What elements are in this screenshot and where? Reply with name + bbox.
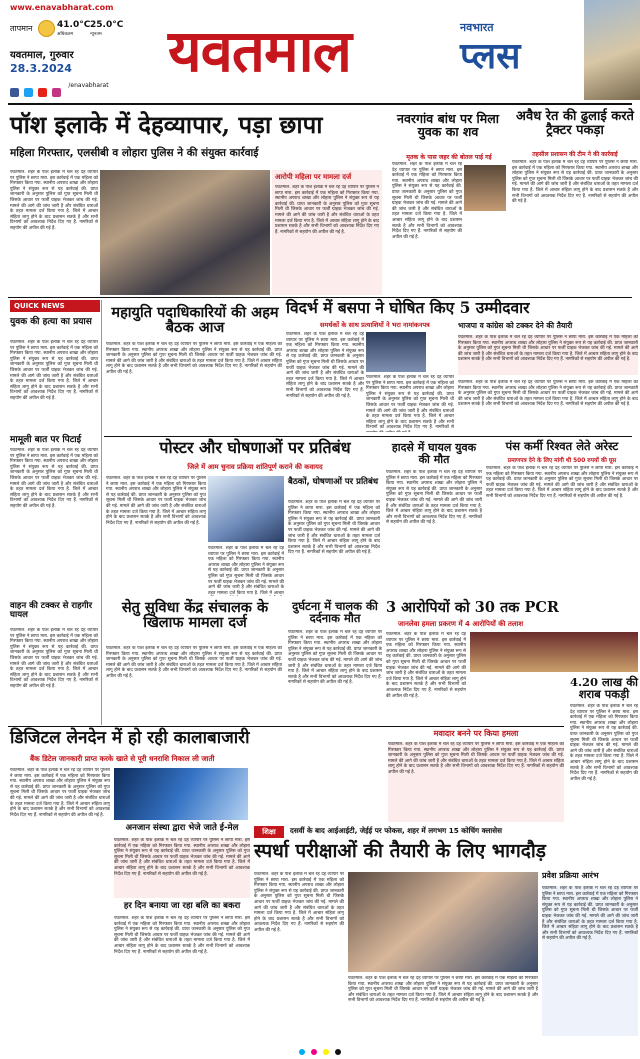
quick-news-column-rule xyxy=(101,300,102,725)
edition-date: 28.3.2024 xyxy=(10,62,72,75)
masthead-logo xyxy=(168,14,458,94)
sand-subhead: तहसील प्रशासन की टीम ने की कार्रवाई xyxy=(532,151,618,158)
twitter-icon[interactable] xyxy=(24,88,33,97)
dam-body: यवतमाल. शहर के पॉश इलाके में चल रहे देह व्यापार पर पुलिस ने छापा मारा. इस कार्रवाई में एक महिला को गिरफ्तार किया गया. स्थानीय अपराध शाखा और लोहारा पुलिस ने संयुक्त रूप से यह कार्रवाई की. प्राप्त जानकारी के अनुसार पुलिस को गुप्त सूचना मिली थी जिसके आधार पर फर्जी ग्राहक भेजकर जांच की गई. मामले की आगे की जांच जारी है और संबंधित धाराओं के तहत मामला दर्ज किया गया है. जिले में आचार संहिता लागू होने के बाद प्रशासन सतर्क है और सभी विभागों को आवश्यक निर्देश दिए गए हैं. नागरिकों से सहयोग की अपील की गई है. xyxy=(392,162,462,240)
quick-news-label: QUICK NEWS xyxy=(10,300,100,312)
temperature-max-label: अधिकतम xyxy=(57,32,74,37)
education-photo xyxy=(348,872,538,972)
instagram-icon[interactable] xyxy=(52,88,61,97)
bjp-body: यवतमाल. शहर के पॉश इलाके में चल रहे देह व्यापार पर पुलिस ने छापा मारा. इस कार्रवाई में एक महिला को गिरफ्तार किया गया. स्थानीय अपराध शाखा और लोहारा पुलिस ने संयुक्त रूप से यह कार्रवाई की. प्राप्त जानकारी के अनुसार पुलिस को गुप्त सूचना मिली थी जिसके आधार पर फर्जी ग्राहक भेजकर जांच की गई. मामले की आगे की जांच जारी है और संबंधित धाराओं के तहत मामला दर्ज किया गया है. जिले में आचार संहिता लागू होने के बाद प्रशासन सतर्क है और सभी विभागों को आवश्यक निर्देश दिए गए हैं. नागरिकों से सहयोग की अपील की गई है. xyxy=(458,335,638,375)
dam-headline[interactable]: नवरगांव बांध पर मिला युवक का शव xyxy=(397,111,499,140)
bakra-body: यवतमाल. शहर के पॉश इलाके में चल रहे देह व्यापार पर पुलिस ने छापा मारा. इस कार्रवाई में एक महिला को गिरफ्तार किया गया. स्थानीय अपराध शाखा और लोहारा पुलिस ने संयुक्त रूप से यह कार्रवाई की. प्राप्त जानकारी के अनुसार पुलिस को गुप्त सूचना मिली थी जिसके आधार पर फर्जी ग्राहक भेजकर जांच की गई. मामले की आगे की जांच जारी है और संबंधित धाराओं के तहत मामला दर्ज किया गया है. जिले में आचार संहिता लागू होने के बाद प्रशासन सतर्क है और सभी विभागों को आवश्यक निर्देश दिए गए हैं. नागरिकों से सहयोग की अपील की गई है. xyxy=(114,916,250,955)
masthead-suffix xyxy=(460,20,570,90)
website-url[interactable]: www.enavabharat.com xyxy=(10,3,114,12)
mahayuti-body: यवतमाल. शहर के पॉश इलाके में चल रहे देह व्यापार पर पुलिस ने छापा मारा. इस कार्रवाई में एक महिला को गिरफ्तार किया गया. स्थानीय अपराध शाखा और लोहारा पुलिस ने संयुक्त रूप से यह कार्रवाई की. प्राप्त जानकारी के अनुसार पुलिस को गुप्त सूचना मिली थी जिसके आधार पर फर्जी ग्राहक भेजकर जांच की गई. मामले की आगे की जांच जारी है और संबंधित धाराओं के तहत मामला दर्ज किया गया है. जिले में आचार संहिता लागू होने के बाद प्रशासन सतर्क है और सभी विभागों को आवश्यक निर्देश दिए गए हैं. नागरिकों से सहयोग की अपील की गई है. xyxy=(106,342,282,375)
bjp-body-2: यवतमाल. शहर के पॉश इलाके में चल रहे देह व्यापार पर पुलिस ने छापा मारा. इस कार्रवाई में एक महिला को गिरफ्तार किया गया. स्थानीय अपराध शाखा और लोहारा पुलिस ने संयुक्त रूप से यह कार्रवाई की. प्राप्त जानकारी के अनुसार पुलिस को गुप्त सूचना मिली थी जिसके आधार पर फर्जी ग्राहक भेजकर जांच की गई. मामले की आगे की जांच जारी है और संबंधित धाराओं के तहत मामला दर्ज किया गया है. जिले में आचार संहिता लागू होने के बाद प्रशासन सतर्क है और सभी विभागों को आवश्यक निर्देश दिए गए हैं. नागरिकों से सहयोग की अपील की गई है. xyxy=(458,380,638,408)
masthead xyxy=(0,0,640,103)
mahayuti-headline[interactable]: महायुति पदाधिकारियों की अहम बैठक आज xyxy=(111,304,279,337)
liquor-headline[interactable]: 4.20 लाख की शराब पकड़ी xyxy=(570,675,639,702)
driver-body: यवतमाल. शहर के पॉश इलाके में चल रहे देह व्यापार पर पुलिस ने छापा मारा. इस कार्रवाई में एक महिला को गिरफ्तार किया गया. स्थानीय अपराध शाखा और लोहारा पुलिस ने संयुक्त रूप से यह कार्रवाई की. प्राप्त जानकारी के अनुसार पुलिस को गुप्त सूचना मिली थी जिसके आधार पर फर्जी ग्राहक भेजकर जांच की गई. मामले की आगे की जांच जारी है और संबंधित धाराओं के तहत मामला दर्ज किया गया है. जिले में आचार संहिता लागू होने के बाद प्रशासन सतर्क है और सभी विभागों को आवश्यक निर्देश दिए गए हैं. नागरिकों से सहयोग की अपील की गई है. xyxy=(288,630,382,686)
youtube-icon[interactable] xyxy=(38,88,47,97)
quick-news-body-1: यवतमाल. शहर के पॉश इलाके में चल रहे देह व्यापार पर पुलिस ने छापा मारा. इस कार्रवाई में एक महिला को गिरफ्तार किया गया. स्थानीय अपराध शाखा और लोहारा पुलिस ने संयुक्त रूप से यह कार्रवाई की. प्राप्त जानकारी के अनुसार पुलिस को गुप्त सूचना मिली थी जिसके आधार पर फर्जी ग्राहक भेजकर जांच की गई. मामले की आगे की जांच जारी है और संबंधित धाराओं के तहत मामला दर्ज किया गया है. जिले में आचार संहिता लागू होने के बाद प्रशासन सतर्क है और सभी विभागों को आवश्यक निर्देश दिए गए हैं. नागरिकों से सहयोग की अपील की गई है. xyxy=(10,340,98,401)
main-photo xyxy=(100,170,270,295)
pcr-body: यवतमाल. शहर के पॉश इलाके में चल रहे देह व्यापार पर पुलिस ने छापा मारा. इस कार्रवाई में एक महिला को गिरफ्तार किया गया. स्थानीय अपराध शाखा और लोहारा पुलिस ने संयुक्त रूप से यह कार्रवाई की. प्राप्त जानकारी के अनुसार पुलिस को गुप्त सूचना मिली थी जिसके आधार पर फर्जी ग्राहक भेजकर जांच की गई. मामले की आगे की जांच जारी है और संबंधित धाराओं के तहत मामला दर्ज किया गया है. जिले में आचार संहिता लागू होने के बाद प्रशासन सतर्क है और सभी विभागों को आवश्यक निर्देश दिए गए हैं. नागरिकों से सहयोग की अपील की गई है. xyxy=(386,632,466,699)
temperature-min-label: न्यूनतम xyxy=(90,32,102,37)
posters-side-body: यवतमाल. शहर के पॉश इलाके में चल रहे देह व्यापार पर पुलिस ने छापा मारा. इस कार्रवाई में एक महिला को गिरफ्तार किया गया. स्थानीय अपराध शाखा और लोहारा पुलिस ने संयुक्त रूप से यह कार्रवाई की. प्राप्त जानकारी के अनुसार पुलिस को गुप्त सूचना मिली थी जिसके आधार पर फर्जी ग्राहक भेजकर जांच की गई. मामले की आगे की जांच जारी है और संबंधित धाराओं के तहत मामला दर्ज किया गया है. जिले में आचार संहिता लागू होने के बाद प्रशासन सतर्क है और सभी विभागों को आवश्यक निर्देश दिए गए हैं. नागरिकों से सहयोग की अपील की गई है. xyxy=(288,500,380,556)
posters-body-2: यवतमाल. शहर के पॉश इलाके में चल रहे देह व्यापार पर पुलिस ने छापा मारा. इस कार्रवाई में एक महिला को गिरफ्तार किया गया. स्थानीय अपराध शाखा और लोहारा पुलिस ने संयुक्त रूप से यह कार्रवाई की. प्राप्त जानकारी के अनुसार पुलिस को गुप्त सूचना मिली थी जिसके आधार पर फर्जी ग्राहक भेजकर जांच की गई. मामले की आगे की जांच जारी है और संबंधित धाराओं के तहत मामला दर्ज किया गया है. जिले में आचार xyxy=(208,546,284,596)
sand-body: यवतमाल. शहर के पॉश इलाके में चल रहे देह व्यापार पर पुलिस ने छापा मारा. इस कार्रवाई में एक महिला को गिरफ्तार किया गया. स्थानीय अपराध शाखा और लोहारा पुलिस ने संयुक्त रूप से यह कार्रवाई की. प्राप्त जानकारी के अनुसार पुलिस को गुप्त सूचना मिली थी जिसके आधार पर फर्जी ग्राहक भेजकर जांच की गई. मामले की आगे की जांच जारी है और संबंधित धाराओं के तहत मामला दर्ज किया गया है. जिले में आचार संहिता लागू होने के बाद प्रशासन सतर्क है और सभी विभागों को आवश्यक निर्देश दिए गए हैं. नागरिकों से सहयोग की अपील की गई है. xyxy=(512,160,638,205)
posters-side-head[interactable]: बैठकों, घोषणाओं पर प्रतिबंध xyxy=(288,477,379,487)
main-headline[interactable]: पॉश इलाके में देहव्यापार, पड़ा छापा xyxy=(10,110,323,139)
sun-icon xyxy=(38,20,55,37)
registration-marks xyxy=(0,1040,640,1059)
digital-body: यवतमाल. शहर के पॉश इलाके में चल रहे देह व्यापार पर पुलिस ने छापा मारा. इस कार्रवाई में एक महिला को गिरफ्तार किया गया. स्थानीय अपराध शाखा और लोहारा पुलिस ने संयुक्त रूप से यह कार्रवाई की. प्राप्त जानकारी के अनुसार पुलिस को गुप्त सूचना मिली थी जिसके आधार पर फर्जी ग्राहक भेजकर जांच की गई. मामले की आगे की जांच जारी है और संबंधित धाराओं के तहत मामला दर्ज किया गया है. जिले में आचार संहिता लागू होने के बाद प्रशासन सतर्क है और सभी विभागों को आवश्यक निर्देश दिए गए हैं. नागरिकों से सहयोग की अपील की गई है. xyxy=(10,768,110,818)
temperature-max: 41.0°C xyxy=(57,20,91,30)
dam-victim-photo xyxy=(464,165,506,211)
mavdatar-label[interactable]: मवादार बनने पर किया हमला xyxy=(433,729,519,738)
facebook-icon[interactable] xyxy=(10,88,19,97)
driver-headline[interactable]: दुर्घटना में चालक की दर्दनाक मौत xyxy=(292,599,378,626)
posters-illustration xyxy=(208,476,284,542)
education-body-2: यवतमाल. शहर के पॉश इलाके में चल रहे देह व्यापार पर पुलिस ने छापा मारा. इस कार्रवाई में एक महिला को गिरफ्तार किया गया. स्थानीय अपराध शाखा और लोहारा पुलिस ने संयुक्त रूप से यह कार्रवाई की. प्राप्त जानकारी के अनुसार पुलिस को गुप्त सूचना मिली थी जिसके आधार पर फर्जी ग्राहक भेजकर जांच की गई. मामले की आगे की जांच जारी है और संबंधित धाराओं के तहत मामला दर्ज किया गया है. जिले में आचार संहिता लागू होने के बाद प्रशासन सतर्क है और सभी विभागों को आवश्यक निर्देश दिए गए हैं. नागरिकों से सहयोग की अपील की गई है. xyxy=(348,976,538,1004)
liquor-photo xyxy=(470,632,638,672)
main-subhead: महिला गिरफ्तार, एलसीबी व लोहारा पुलिस ने की संयुक्त कार्रवाई xyxy=(10,147,259,159)
education-headline[interactable]: स्पर्धा परीक्षाओं की तैयारी के लिए भागदौड़ xyxy=(254,840,546,862)
quick-news-item-2[interactable]: मामूली बात पर पिटाई xyxy=(10,435,82,445)
bsp-photo xyxy=(366,332,426,372)
digital-illustration xyxy=(114,768,248,820)
bakra-headline[interactable]: हर दिन बनाया जा रहा बलि का बकरा xyxy=(123,901,241,911)
accident-body: यवतमाल. शहर के पॉश इलाके में चल रहे देह व्यापार पर पुलिस ने छापा मारा. इस कार्रवाई में एक महिला को गिरफ्तार किया गया. स्थानीय अपराध शाखा और लोहारा पुलिस ने संयुक्त रूप से यह कार्रवाई की. प्राप्त जानकारी के अनुसार पुलिस को गुप्त सूचना मिली थी जिसके आधार पर फर्जी ग्राहक भेजकर जांच की गई. मामले की आगे की जांच जारी है और संबंधित धाराओं के तहत मामला दर्ज किया गया है. जिले में आचार संहिता लागू होने के बाद प्रशासन सतर्क है और सभी विभागों को आवश्यक निर्देश दिए गए हैं. नागरिकों से सहयोग की अपील की गई है. xyxy=(386,470,482,526)
quick-news-item-1[interactable]: युवक की हत्या का प्रयास xyxy=(10,317,92,327)
quick-news-item-3[interactable]: वाहन की टक्कर से राहगीर घायल xyxy=(10,601,93,620)
email-headline[interactable]: अनजान संस्था द्वारा भेजे जाते ई-मेल xyxy=(125,823,239,833)
liquor-body: यवतमाल. शहर के पॉश इलाके में चल रहे देह व्यापार पर पुलिस ने छापा मारा. इस कार्रवाई में एक महिला को गिरफ्तार किया गया. स्थानीय अपराध शाखा और लोहारा पुलिस ने संयुक्त रूप से यह कार्रवाई की. प्राप्त जानकारी के अनुसार पुलिस को गुप्त सूचना मिली थी जिसके आधार पर फर्जी ग्राहक भेजकर जांच की गई. मामले की आगे की जांच जारी है और संबंधित धाराओं के तहत मामला दर्ज किया गया है. जिले में आचार संहिता लागू होने के बाद प्रशासन सतर्क है और सभी विभागों को आवश्यक निर्देश दिए गए हैं. नागरिकों से सहयोग की अपील की गई है. xyxy=(570,704,638,782)
setu-body: यवतमाल. शहर के पॉश इलाके में चल रहे देह व्यापार पर पुलिस ने छापा मारा. इस कार्रवाई में एक महिला को गिरफ्तार किया गया. स्थानीय अपराध शाखा और लोहारा पुलिस ने संयुक्त रूप से यह कार्रवाई की. प्राप्त जानकारी के अनुसार पुलिस को गुप्त सूचना मिली थी जिसके आधार पर फर्जी ग्राहक भेजकर जांच की गई. मामले की आगे की जांच जारी है और संबंधित धाराओं के तहत मामला दर्ज किया गया है. जिले में आचार संहिता लागू होने के बाद प्रशासन सतर्क है और सभी विभागों को आवश्यक निर्देश दिए गए हैं. नागरिकों से सहयोग की अपील की गई है. xyxy=(106,646,282,679)
temperature-label: तापमान xyxy=(10,24,33,33)
temperature-block xyxy=(10,20,124,42)
main-body: यवतमाल. शहर के पॉश इलाके में चल रहे देह व्यापार पर पुलिस ने छापा मारा. इस कार्रवाई में एक महिला को गिरफ्तार किया गया. स्थानीय अपराध शाखा और लोहारा पुलिस ने संयुक्त रूप से यह कार्रवाई की. प्राप्त जानकारी के अनुसार पुलिस को गुप्त सूचना मिली थी जिसके आधार पर फर्जी ग्राहक भेजकर जांच की गई. मामले की आगे की जांच जारी है और संबंधित धाराओं के तहत मामला दर्ज किया गया है. जिले में आचार संहिता लागू होने के बाद प्रशासन सतर्क है और सभी विभागों को आवश्यक निर्देश दिए गए हैं. नागरिकों से सहयोग की अपील की गई है. xyxy=(10,170,98,231)
temperature-min: 25.0°C xyxy=(90,20,124,30)
digital-subhead: बैंक डिटेल जानकारी प्राप्त करके खाते से पूरी धनराशि निकाल ली जाती xyxy=(30,754,215,763)
main-sidebar-title: आरोपी महिला पर मामला दर्ज xyxy=(275,173,352,181)
education-side-head[interactable]: प्रवेश प्रक्रिया आरंभ xyxy=(542,871,599,880)
accident-headline[interactable]: हादसे में घायल युवक की मौत xyxy=(391,441,477,466)
dam-subhead: मृतक के पास जहर की बोतल पाई गई xyxy=(406,154,492,161)
sand-headline[interactable]: अवैध रेत की ढुलाई करते ट्रैक्टर पकड़ा xyxy=(516,109,634,138)
bribe-subhead: प्रमाणपत्र देने के लिए मांगी थी 500 रुपयों की घूस xyxy=(507,458,617,464)
bribe-body: यवतमाल. शहर के पॉश इलाके में चल रहे देह व्यापार पर पुलिस ने छापा मारा. इस कार्रवाई में एक महिला को गिरफ्तार किया गया. स्थानीय अपराध शाखा और लोहारा पुलिस ने संयुक्त रूप से यह कार्रवाई की. प्राप्त जानकारी के अनुसार पुलिस को गुप्त सूचना मिली थी जिसके आधार पर फर्जी ग्राहक भेजकर जांच की गई. मामले की आगे की जांच जारी है और संबंधित धाराओं के तहत मामला दर्ज किया गया है. जिले में आचार संहिता लागू होने के बाद प्रशासन सतर्क है और सभी विभागों को आवश्यक निर्देश दिए गए हैं. नागरिकों से सहयोग की अपील की गई है. xyxy=(486,466,638,499)
social-handle[interactable]: /enavabharat xyxy=(68,82,109,89)
education-tag: शिक्षा xyxy=(254,826,284,838)
row3-divider xyxy=(8,726,564,727)
email-body: यवतमाल. शहर के पॉश इलाके में चल रहे देह व्यापार पर पुलिस ने छापा मारा. इस कार्रवाई में एक महिला को गिरफ्तार किया गया. स्थानीय अपराध शाखा और लोहारा पुलिस ने संयुक्त रूप से यह कार्रवाई की. प्राप्त जानकारी के अनुसार पुलिस को गुप्त सूचना मिली थी जिसके आधार पर फर्जी ग्राहक भेजकर जांच की गई. मामले की आगे की जांच जारी है और संबंधित धाराओं के तहत मामला दर्ज किया गया है. जिले में आचार संहिता लागू होने के बाद प्रशासन सतर्क है और सभी विभागों को आवश्यक निर्देश दिए गए हैं. नागरिकों से सहयोग की अपील की गई है. xyxy=(114,838,250,898)
posters-body: यवतमाल. शहर के पॉश इलाके में चल रहे देह व्यापार पर पुलिस ने छापा मारा. इस कार्रवाई में एक महिला को गिरफ्तार किया गया. स्थानीय अपराध शाखा और लोहारा पुलिस ने संयुक्त रूप से यह कार्रवाई की. प्राप्त जानकारी के अनुसार पुलिस को गुप्त सूचना मिली थी जिसके आधार पर फर्जी ग्राहक भेजकर जांच की गई. मामले की आगे की जांच जारी है और संबंधित धाराओं के तहत मामला दर्ज किया गया है. जिले में आचार संहिता लागू होने के बाद प्रशासन सतर्क है और सभी विभागों को आवश्यक निर्देश दिए गए हैं. नागरिकों से सहयोग की अपील की गई है. xyxy=(106,476,206,526)
digital-headline[interactable]: डिजिटल लेनदेन में हो रही कालाबाजारी xyxy=(10,728,250,748)
bsp-body: यवतमाल. शहर के पॉश इलाके में चल रहे देह व्यापार पर पुलिस ने छापा मारा. इस कार्रवाई में एक महिला को गिरफ्तार किया गया. स्थानीय अपराध शाखा और लोहारा पुलिस ने संयुक्त रूप से यह कार्रवाई की. प्राप्त जानकारी के अनुसार पुलिस को गुप्त सूचना मिली थी जिसके आधार पर फर्जी ग्राहक भेजकर जांच की गई. मामले की आगे की जांच जारी है और संबंधित धाराओं के तहत मामला दर्ज किया गया है. जिले में आचार संहिता लागू होने के बाद प्रशासन सतर्क है और सभी विभागों को आवश्यक निर्देश दिए गए हैं. नागरिकों से सहयोग की अपील की गई है. xyxy=(286,332,364,399)
education-side-body: यवतमाल. शहर के पॉश इलाके में चल रहे देह व्यापार पर पुलिस ने छापा मारा. इस कार्रवाई में एक महिला को गिरफ्तार किया गया. स्थानीय अपराध शाखा और लोहारा पुलिस ने संयुक्त रूप से यह कार्रवाई की. प्राप्त जानकारी के अनुसार पुलिस को गुप्त सूचना मिली थी जिसके आधार पर फर्जी ग्राहक भेजकर जांच की गई. मामले की आगे की जांच जारी है और संबंधित धाराओं के तहत मामला दर्ज किया गया है. जिले में आचार संहिता लागू होने के बाद प्रशासन सतर्क है और सभी विभागों को आवश्यक निर्देश दिए गए हैं. नागरिकों से सहयोग की अपील की गई है. xyxy=(542,886,638,1036)
quick-news-body-2: यवतमाल. शहर के पॉश इलाके में चल रहे देह व्यापार पर पुलिस ने छापा मारा. इस कार्रवाई में एक महिला को गिरफ्तार किया गया. स्थानीय अपराध शाखा और लोहारा पुलिस ने संयुक्त रूप से यह कार्रवाई की. प्राप्त जानकारी के अनुसार पुलिस को गुप्त सूचना मिली थी जिसके आधार पर फर्जी ग्राहक भेजकर जांच की गई. मामले की आगे की जांच जारी है और संबंधित धाराओं के तहत मामला दर्ज किया गया है. जिले में आचार संहिता लागू होने के बाद प्रशासन सतर्क है और सभी विभागों को आवश्यक निर्देश दिए गए हैं. नागरिकों से सहयोग की अपील की गई है. xyxy=(10,448,98,509)
social-icons xyxy=(10,82,109,92)
masthead-suffix-top: नवभारत xyxy=(460,21,494,34)
pcr-subhead: जानलेवा हमला प्रकरण में 4 आरोपियों की तलाश xyxy=(398,620,524,628)
main-sidebar xyxy=(272,170,382,295)
posters-headline[interactable]: पोस्टर और घोषणाओं पर प्रतिबंध xyxy=(159,438,351,457)
education-body: यवतमाल. शहर के पॉश इलाके में चल रहे देह व्यापार पर पुलिस ने छापा मारा. इस कार्रवाई में एक महिला को गिरफ्तार किया गया. स्थानीय अपराध शाखा और लोहारा पुलिस ने संयुक्त रूप से यह कार्रवाई की. प्राप्त जानकारी के अनुसार पुलिस को गुप्त सूचना मिली थी जिसके आधार पर फर्जी ग्राहक भेजकर जांच की गई. मामले की आगे की जांच जारी है और संबंधित धाराओं के तहत मामला दर्ज किया गया है. जिले में आचार संहिता लागू होने के बाद प्रशासन सतर्क है और सभी विभागों को आवश्यक निर्देश दिए गए हैं. नागरिकों से सहयोग की अपील की गई है. xyxy=(254,872,344,933)
quick-news-body-3: यवतमाल. शहर के पॉश इलाके में चल रहे देह व्यापार पर पुलिस ने छापा मारा. इस कार्रवाई में एक महिला को गिरफ्तार किया गया. स्थानीय अपराध शाखा और लोहारा पुलिस ने संयुक्त रूप से यह कार्रवाई की. प्राप्त जानकारी के अनुसार पुलिस को गुप्त सूचना मिली थी जिसके आधार पर फर्जी ग्राहक भेजकर जांच की गई. मामले की आगे की जांच जारी है और संबंधित धाराओं के तहत मामला दर्ज किया गया है. जिले में आचार संहिता लागू होने के बाद प्रशासन सतर्क है और सभी विभागों को आवश्यक निर्देश दिए गए हैं. नागरिकों से सहयोग की अपील की गई है. xyxy=(10,628,98,689)
row2-divider xyxy=(104,436,632,437)
bsp-body-2: यवतमाल. शहर के पॉश इलाके में चल रहे देह व्यापार पर पुलिस ने छापा मारा. इस कार्रवाई में एक महिला को गिरफ्तार किया गया. स्थानीय अपराध शाखा और लोहारा पुलिस ने संयुक्त रूप से यह कार्रवाई की. प्राप्त जानकारी के अनुसार पुलिस को गुप्त सूचना मिली थी जिसके आधार पर फर्जी ग्राहक भेजकर जांच की गई. मामले की आगे की जांच जारी है और संबंधित धाराओं के तहत मामला दर्ज किया गया है. जिले में आचार संहिता लागू होने के बाद प्रशासन सतर्क है और सभी विभागों को आवश्यक निर्देश दिए गए हैं. नागरिकों से xyxy=(366,375,454,431)
education-kicker: दसवीं के बाद आईआईटी, जेईई पर फोकस, शहर में लगभग 15 कोचिंग क्लासेस xyxy=(290,826,502,835)
city-day: यवतमाल, गुरुवार xyxy=(10,50,74,61)
masthead-suffix-bottom: प्लस xyxy=(460,35,521,77)
masthead-title: यवतमाल xyxy=(168,17,351,85)
mavdatar-body: यवतमाल. शहर के पॉश इलाके में चल रहे देह व्यापार पर पुलिस ने छापा मारा. इस कार्रवाई में एक महिला को गिरफ्तार किया गया. स्थानीय अपराध शाखा और लोहारा पुलिस ने संयुक्त रूप से यह कार्रवाई की. प्राप्त जानकारी के अनुसार पुलिस को गुप्त सूचना मिली थी जिसके आधार पर फर्जी ग्राहक भेजकर जांच की गई. मामले की आगे की जांच जारी है और संबंधित धाराओं के तहत मामला दर्ज किया गया है. जिले में आचार संहिता लागू होने के बाद प्रशासन सतर्क है और सभी विभागों को आवश्यक निर्देश दिए गए हैं. नागरिकों से सहयोग की अपील की गई है. xyxy=(388,742,564,822)
main-sidebar-body: यवतमाल. शहर के पॉश इलाके में चल रहे देह व्यापार पर पुलिस ने छापा मारा. इस कार्रवाई में एक महिला को गिरफ्तार किया गया. स्थानीय अपराध शाखा और लोहारा पुलिस ने संयुक्त रूप से यह कार्रवाई की. प्राप्त जानकारी के अनुसार पुलिस को गुप्त सूचना मिली थी जिसके आधार पर फर्जी ग्राहक भेजकर जांच की गई. मामले की आगे की जांच जारी है और संबंधित धाराओं के तहत मामला दर्ज किया गया है. जिले में आचार संहिता लागू होने के बाद प्रशासन सतर्क है और सभी विभागों को आवश्यक निर्देश दिए गए हैं. नागरिकों से सहयोग की अपील की गई है. xyxy=(275,185,379,235)
pcr-headline[interactable]: 3 आरोपियों को 30 तक PCR xyxy=(386,599,559,616)
bsp-headline[interactable]: विदर्भ में बसपा ने घोषित किए 5 उम्मीदवार xyxy=(286,298,530,317)
tractor-photo xyxy=(584,0,640,100)
bribe-headline[interactable]: पंस कर्मी रिश्वत लेते अरेस्ट xyxy=(505,439,619,453)
bjp-headline[interactable]: भाजपा व कांग्रेस को टक्कर देने की तैयारी xyxy=(458,321,573,330)
posters-subhead: जिले में आम चुनाव प्रक्रिया शांतिपूर्ण कराने की कवायद xyxy=(187,463,323,471)
masthead-divider xyxy=(8,103,632,105)
bsp-subhead: समर्थकों के साथ प्रत्याशियों ने भरा नामांकनपत्र xyxy=(320,321,430,329)
setu-headline[interactable]: सेतु सुविधा केंद्र संचालक के खिलाफ मामला दर्ज xyxy=(121,599,269,632)
